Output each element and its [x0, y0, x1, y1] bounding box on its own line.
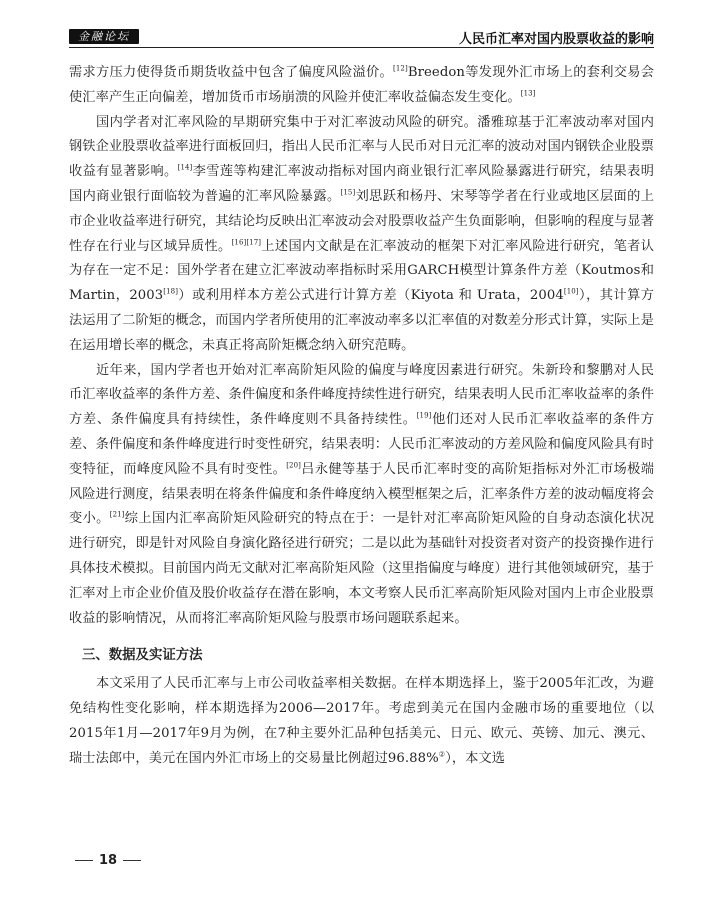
page-footer [69, 853, 147, 868]
running-title: 人民币汇率对国内股票收益的影响 [458, 32, 654, 47]
citation: [19] [416, 411, 432, 420]
page-number: 18 [99, 853, 118, 868]
journal-logo-text: 金融论坛 [78, 30, 130, 43]
citation: [18] [163, 287, 179, 296]
paragraph-2: 国内学者对汇率风险的早期研究集中于对汇率波动风险的研究。潘雅琼基于汇率波动率对国内钢铁企业股票收益率进行面板回归，指出人民币汇率与人民币对日元汇率的波动对国内钢铁企业股票收益有显著影响。[14]李雪莲等构建汇率波动指标对国内商业银行汇率风险暴露进行研究，结果表明国内商业银行面临较为普遍的汇率风险暴露。[15]刘思跃和杨丹、宋琴等学者在行业或地区层面的上市企业收益率进行研究，其结论均反映出汇率波动会对股票收益产生负面影响，但影响的程度与显著性存在行业与区域异质性。[16][17]上述国内文献是在汇率波动的框架下对汇率风险进行研究，笔者认为存在一定不足：国外学者在建立汇率波动率指标时采用GARCH模型计算条件方差（Koutmos和Martin，2003[18]）或利用样本方差公式进行计算方差（Kiyota 和 Urata，2004[10]），其计算方法运用了二阶矩的概念，而国内学者所使用的汇率波动率多以汇率值的对数差分形式计算，实际上是在运用增长率的概念，未真正将高阶矩概念纳入研究范畴。 [69, 114, 655, 353]
citation: [13] [520, 89, 536, 98]
citation: [14] [177, 163, 193, 172]
footnote-marker: ② [438, 750, 446, 759]
citation: [21] [109, 510, 125, 519]
journal-logo [69, 29, 139, 44]
citation: [10] [563, 287, 579, 296]
citation: [12] [393, 64, 408, 73]
footer-dash-right [123, 860, 141, 861]
footer-dash-left [75, 860, 93, 861]
paragraph-4: 本文采用了人民币汇率与上市公司收益率相关数据。在样本期选择上，鉴于2005年汇改，为避免结构性变化影响，样本期选择为2006—2017年。考虑到美元在国内金融市场的重要地位（以2015年1月—2017年9月为例，在7种主要外汇品种包括美元、日元、欧元、英镑、加元、澳元、瑞士法郎中，美元在国内外汇市场上的交易量比例超过96.88%②），本文选 [69, 676, 654, 766]
citation: [20] [286, 461, 301, 470]
article-body [69, 61, 654, 772]
header-rule [69, 47, 654, 48]
citation: [16][17] [231, 238, 262, 247]
paragraph-3: 近年来，国内学者也开始对汇率高阶矩风险的偏度与峰度因素进行研究。朱新玲和黎鹏对人民币汇率收益率的条件方差、条件偏度和条件峰度持续性进行研究，结果表明人民币汇率收益率的条件方差、条件偏度具有持续性，条件峰度则不具备持续性。[19]他们还对人民币汇率收益率的条件方差、条件偏度和条件峰度进行时变性研究，结果表明：人民币汇率波动的方差风险和偏度风险具有时变特征，而峰度风险不具有时变性。[20]吕永健等基于人民币汇率时变的高阶矩指标对外汇市场极端风险进行测度，结果表明在将条件偏度和条件峰度纳入模型框架之后，汇率条件方差的波动幅度将会变小。[21]综上国内汇率高阶矩风险研究的特点在于：一是针对汇率高阶矩风险的自身动态演化状况进行研究，即是针对风险自身演化路径进行研究；二是以此为基础针对投资者对资产的投资操作进行具体技术模拟。目前国内尚无文献对汇率高阶矩风险（这里指偏度与峰度）进行其他领域研究，基于汇率对上市企业价值及股价收益存在潜在影响，本文考察人民币汇率高阶矩风险对国内上市企业股票收益的影响情况，从而将汇率高阶矩风险与股票市场问题联系起来。 [69, 362, 654, 626]
paragraph-1: 需求方压力使得货币期货收益中包含了偏度风险溢价。[12]Breedon等发现外汇市场上的套利交易会使汇率产生正向偏差，增加货币市场崩溃的风险并使汇率收益偏态发生变化。[13] [69, 64, 655, 105]
page-header [69, 25, 654, 49]
section-heading: 三、数据及实证方法 [82, 648, 203, 664]
citation: [15] [340, 188, 356, 197]
